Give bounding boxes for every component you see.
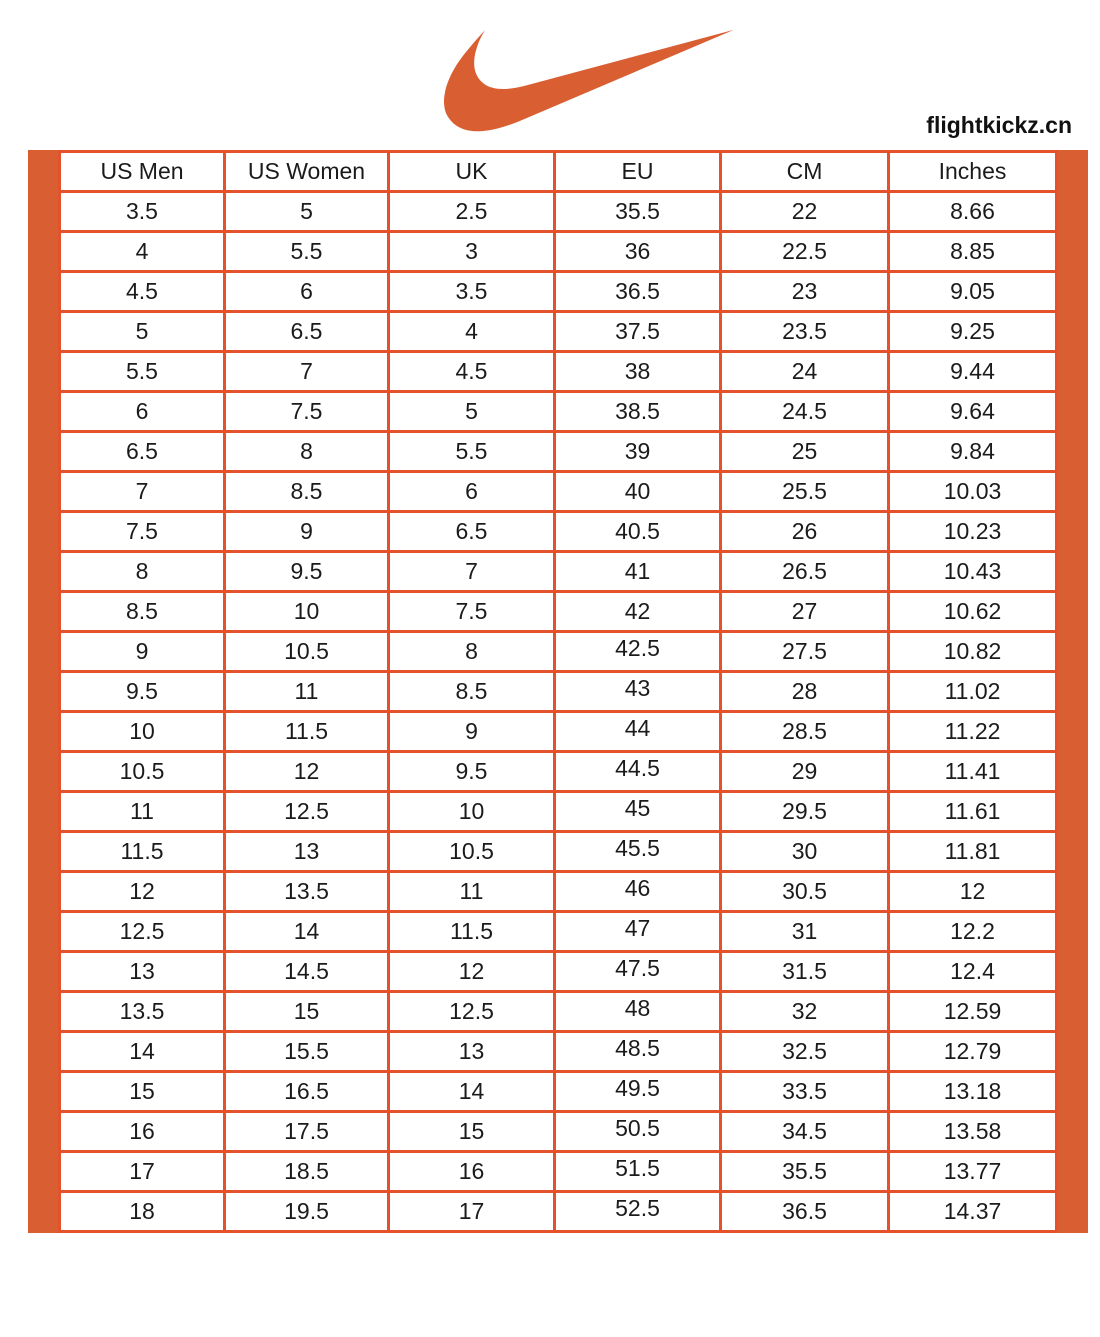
column-header: EU xyxy=(555,152,721,192)
size-cell: 7.5 xyxy=(389,592,555,632)
size-cell: 45.5 xyxy=(555,832,721,872)
size-cell: 5 xyxy=(60,312,225,352)
size-row xyxy=(60,872,1057,912)
size-row xyxy=(60,592,1057,632)
nike-swoosh-icon xyxy=(444,20,734,141)
size-cell: 15 xyxy=(60,1072,225,1112)
size-cell: 5.5 xyxy=(60,352,225,392)
size-cell: 14 xyxy=(60,1032,225,1072)
size-cell: 10 xyxy=(389,792,555,832)
size-cell: 3.5 xyxy=(60,192,225,232)
size-cell: 13.58 xyxy=(889,1112,1057,1152)
size-cell: 24 xyxy=(721,352,889,392)
size-cell: 39 xyxy=(555,432,721,472)
size-cell: 22 xyxy=(721,192,889,232)
size-cell: 6 xyxy=(225,272,389,312)
size-row xyxy=(60,992,1057,1032)
size-cell: 10.23 xyxy=(889,512,1057,552)
size-row xyxy=(60,752,1057,792)
size-cell: 33.5 xyxy=(721,1072,889,1112)
size-cell: 11 xyxy=(389,872,555,912)
size-cell: 44.5 xyxy=(555,752,721,792)
size-row xyxy=(60,1072,1057,1112)
size-cell: 18 xyxy=(60,1192,225,1232)
size-cell: 11.61 xyxy=(889,792,1057,832)
size-cell: 28 xyxy=(721,672,889,712)
size-row xyxy=(60,1032,1057,1072)
size-cell: 15 xyxy=(225,992,389,1032)
size-row xyxy=(60,792,1057,832)
size-cell: 37.5 xyxy=(555,312,721,352)
size-row xyxy=(60,552,1057,592)
size-cell: 13 xyxy=(225,832,389,872)
size-cell: 8.5 xyxy=(225,472,389,512)
size-cell: 15 xyxy=(389,1112,555,1152)
size-cell: 5 xyxy=(389,392,555,432)
size-cell: 27 xyxy=(721,592,889,632)
size-cell: 26.5 xyxy=(721,552,889,592)
size-cell: 32 xyxy=(721,992,889,1032)
size-cell: 9 xyxy=(60,632,225,672)
size-conversion-table xyxy=(58,150,1058,1233)
size-cell: 10.62 xyxy=(889,592,1057,632)
size-cell: 27.5 xyxy=(721,632,889,672)
size-cell: 6 xyxy=(389,472,555,512)
size-cell: 50.5 xyxy=(555,1112,721,1152)
size-cell: 7 xyxy=(225,352,389,392)
size-cell: 40 xyxy=(555,472,721,512)
size-cell: 14.5 xyxy=(225,952,389,992)
size-cell: 13.5 xyxy=(60,992,225,1032)
size-cell: 31.5 xyxy=(721,952,889,992)
size-cell: 43 xyxy=(555,672,721,712)
size-cell: 12.5 xyxy=(60,912,225,952)
size-cell: 10.82 xyxy=(889,632,1057,672)
size-cell: 11.5 xyxy=(225,712,389,752)
size-cell: 35.5 xyxy=(721,1152,889,1192)
size-cell: 38.5 xyxy=(555,392,721,432)
size-row xyxy=(60,272,1057,312)
size-cell: 17 xyxy=(60,1152,225,1192)
size-cell: 12 xyxy=(889,872,1057,912)
size-cell: 11.02 xyxy=(889,672,1057,712)
size-cell: 25 xyxy=(721,432,889,472)
size-cell: 49.5 xyxy=(555,1072,721,1112)
size-cell: 48.5 xyxy=(555,1032,721,1072)
size-cell: 8 xyxy=(389,632,555,672)
size-row xyxy=(60,672,1057,712)
size-cell: 5 xyxy=(225,192,389,232)
column-header: US Men xyxy=(60,152,225,192)
left-accent-bar xyxy=(28,150,58,1233)
size-cell: 4.5 xyxy=(60,272,225,312)
size-cell: 29.5 xyxy=(721,792,889,832)
size-cell: 17.5 xyxy=(225,1112,389,1152)
size-cell: 47 xyxy=(555,912,721,952)
size-cell: 22.5 xyxy=(721,232,889,272)
size-cell: 12.4 xyxy=(889,952,1057,992)
size-cell: 9.5 xyxy=(389,752,555,792)
size-cell: 8 xyxy=(60,552,225,592)
size-cell: 46 xyxy=(555,872,721,912)
size-cell: 9.84 xyxy=(889,432,1057,472)
size-cell: 4 xyxy=(60,232,225,272)
size-cell: 36.5 xyxy=(721,1192,889,1232)
size-cell: 12 xyxy=(60,872,225,912)
size-cell: 6.5 xyxy=(60,432,225,472)
size-cell: 13 xyxy=(389,1032,555,1072)
size-cell: 51.5 xyxy=(555,1152,721,1192)
size-cell: 34.5 xyxy=(721,1112,889,1152)
size-cell: 35.5 xyxy=(555,192,721,232)
size-cell: 6 xyxy=(60,392,225,432)
size-cell: 32.5 xyxy=(721,1032,889,1072)
right-accent-bar xyxy=(1058,150,1088,1233)
size-cell: 10.03 xyxy=(889,472,1057,512)
size-row xyxy=(60,1112,1057,1152)
size-cell: 3 xyxy=(389,232,555,272)
size-cell: 12.79 xyxy=(889,1032,1057,1072)
size-cell: 13.18 xyxy=(889,1072,1057,1112)
size-row xyxy=(60,632,1057,672)
size-row xyxy=(60,432,1057,472)
size-cell: 9.64 xyxy=(889,392,1057,432)
size-cell: 10.5 xyxy=(389,832,555,872)
size-row xyxy=(60,912,1057,952)
header-row xyxy=(60,152,1057,192)
size-row xyxy=(60,1192,1057,1232)
size-cell: 28.5 xyxy=(721,712,889,752)
size-row xyxy=(60,952,1057,992)
size-cell: 8.66 xyxy=(889,192,1057,232)
size-cell: 25.5 xyxy=(721,472,889,512)
size-cell: 11 xyxy=(225,672,389,712)
size-cell: 5.5 xyxy=(389,432,555,472)
size-cell: 4 xyxy=(389,312,555,352)
size-row xyxy=(60,832,1057,872)
size-cell: 11.22 xyxy=(889,712,1057,752)
size-cell: 8.5 xyxy=(60,592,225,632)
size-cell: 6.5 xyxy=(225,312,389,352)
size-cell: 26 xyxy=(721,512,889,552)
column-header: US Women xyxy=(225,152,389,192)
size-cell: 41 xyxy=(555,552,721,592)
size-cell: 48 xyxy=(555,992,721,1032)
size-cell: 9.5 xyxy=(225,552,389,592)
size-cell: 11 xyxy=(60,792,225,832)
size-cell: 16.5 xyxy=(225,1072,389,1112)
size-cell: 36.5 xyxy=(555,272,721,312)
size-cell: 15.5 xyxy=(225,1032,389,1072)
size-cell: 13.77 xyxy=(889,1152,1057,1192)
size-cell: 9.44 xyxy=(889,352,1057,392)
size-cell: 9.25 xyxy=(889,312,1057,352)
size-cell: 9.5 xyxy=(60,672,225,712)
size-cell: 12.5 xyxy=(389,992,555,1032)
size-cell: 45 xyxy=(555,792,721,832)
size-row xyxy=(60,472,1057,512)
size-cell: 11.41 xyxy=(889,752,1057,792)
size-row xyxy=(60,712,1057,752)
size-cell: 11.81 xyxy=(889,832,1057,872)
size-cell: 12 xyxy=(389,952,555,992)
size-cell: 12 xyxy=(225,752,389,792)
size-cell: 30 xyxy=(721,832,889,872)
size-cell: 13 xyxy=(60,952,225,992)
size-cell: 16 xyxy=(60,1112,225,1152)
column-header: Inches xyxy=(889,152,1057,192)
size-cell: 38 xyxy=(555,352,721,392)
size-cell: 3.5 xyxy=(389,272,555,312)
size-cell: 10.5 xyxy=(225,632,389,672)
size-cell: 16 xyxy=(389,1152,555,1192)
size-cell: 17 xyxy=(389,1192,555,1232)
size-row xyxy=(60,512,1057,552)
size-cell: 19.5 xyxy=(225,1192,389,1232)
size-cell: 40.5 xyxy=(555,512,721,552)
size-cell: 9 xyxy=(225,512,389,552)
size-cell: 23.5 xyxy=(721,312,889,352)
size-cell: 5.5 xyxy=(225,232,389,272)
size-cell: 42 xyxy=(555,592,721,632)
size-cell: 30.5 xyxy=(721,872,889,912)
site-label: flightkickz.cn xyxy=(926,112,1072,138)
size-cell: 52.5 xyxy=(555,1192,721,1232)
column-header: UK xyxy=(389,152,555,192)
size-cell: 7 xyxy=(60,472,225,512)
size-cell: 13.5 xyxy=(225,872,389,912)
size-chart xyxy=(28,150,1088,1233)
size-cell: 6.5 xyxy=(389,512,555,552)
size-cell: 9.05 xyxy=(889,272,1057,312)
size-cell: 4.5 xyxy=(389,352,555,392)
size-row xyxy=(60,312,1057,352)
size-cell: 7.5 xyxy=(60,512,225,552)
size-cell: 9 xyxy=(389,712,555,752)
size-cell: 23 xyxy=(721,272,889,312)
size-cell: 31 xyxy=(721,912,889,952)
size-row xyxy=(60,192,1057,232)
size-cell: 14 xyxy=(389,1072,555,1112)
size-row xyxy=(60,392,1057,432)
size-cell: 10 xyxy=(225,592,389,632)
size-cell: 12.59 xyxy=(889,992,1057,1032)
size-cell: 36 xyxy=(555,232,721,272)
size-row xyxy=(60,1152,1057,1192)
size-cell: 18.5 xyxy=(225,1152,389,1192)
size-cell: 12.5 xyxy=(225,792,389,832)
size-cell: 42.5 xyxy=(555,632,721,672)
size-cell: 11.5 xyxy=(389,912,555,952)
size-cell: 14.37 xyxy=(889,1192,1057,1232)
size-cell: 2.5 xyxy=(389,192,555,232)
size-cell: 14 xyxy=(225,912,389,952)
size-cell: 47.5 xyxy=(555,952,721,992)
size-cell: 10 xyxy=(60,712,225,752)
size-cell: 8.85 xyxy=(889,232,1057,272)
size-cell: 8.5 xyxy=(389,672,555,712)
size-cell: 44 xyxy=(555,712,721,752)
column-header: CM xyxy=(721,152,889,192)
size-cell: 12.2 xyxy=(889,912,1057,952)
size-cell: 10.5 xyxy=(60,752,225,792)
size-cell: 10.43 xyxy=(889,552,1057,592)
size-cell: 7.5 xyxy=(225,392,389,432)
size-cell: 11.5 xyxy=(60,832,225,872)
size-row xyxy=(60,352,1057,392)
size-cell: 8 xyxy=(225,432,389,472)
size-cell: 7 xyxy=(389,552,555,592)
size-cell: 29 xyxy=(721,752,889,792)
size-cell: 24.5 xyxy=(721,392,889,432)
size-row xyxy=(60,232,1057,272)
